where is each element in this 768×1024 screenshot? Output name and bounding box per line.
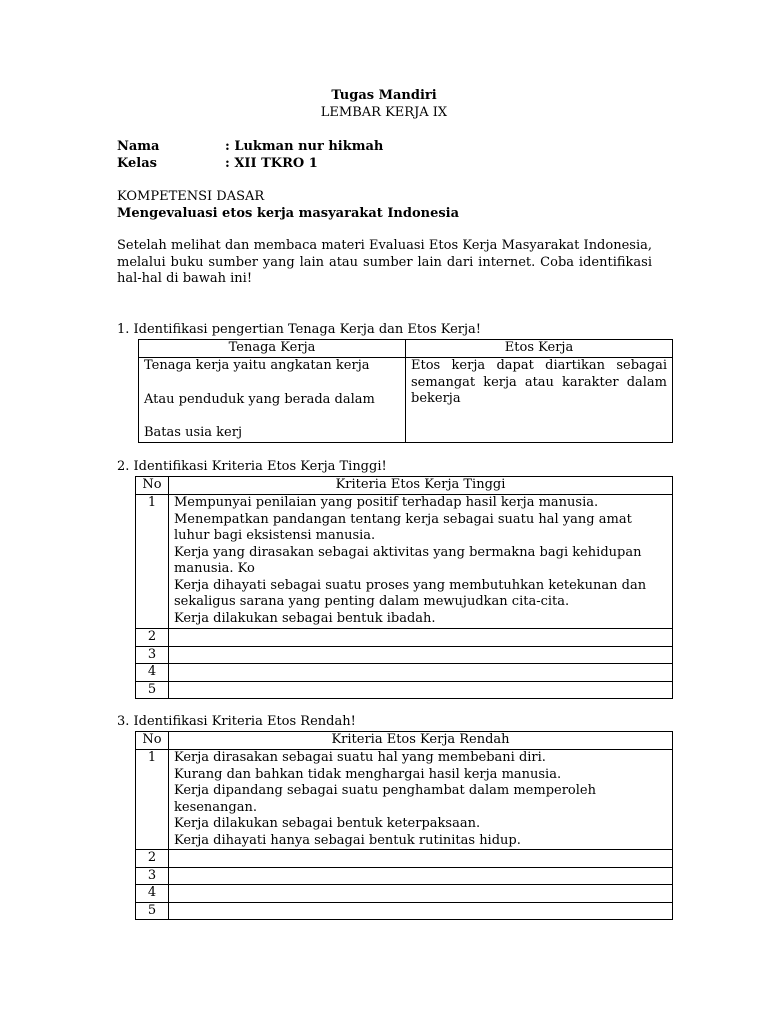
criteria-line: Kerja dilakukan sebagai bentuk keterpaksaan. [174, 816, 481, 831]
table-row [136, 681, 673, 699]
criteria-line: Kerja dilakukan sebagai bentuk ibadah. [174, 610, 436, 626]
table-etos-tinggi [135, 476, 673, 699]
document-title: Tugas Mandiri [331, 88, 437, 103]
table-row [136, 885, 673, 903]
table-row [136, 664, 673, 682]
criteria-cell-empty[interactable] [169, 850, 673, 868]
tenaga-line: Atau penduduk yang berada dalam [144, 391, 375, 407]
table-tenaga-etos [138, 339, 673, 443]
criteria-line: Menempatkan pandangan tentang kerja sebagai suatu hal yang amat luhur bagi eksistensi manusia. [174, 511, 632, 543]
row-number: 1 [136, 750, 169, 850]
criteria-line: Kerja yang dirasakan sebagai aktivitas yang bermakna bagi kehidupan manusia. Ko [174, 544, 642, 576]
cell-etos-kerja: Etos kerja dapat diartikan sebagai semangat kerja atau karakter dalam bekerja [406, 358, 673, 443]
criteria-cell [169, 750, 673, 850]
table-etos-rendah [135, 731, 673, 920]
table-row [136, 646, 673, 664]
document-subtitle: LEMBAR KERJA IX [320, 105, 448, 120]
student-name-row [117, 139, 657, 156]
criteria-line: Mempunyai penilaian yang positif terhadap hasil kerja manusia. [174, 495, 599, 510]
criteria-cell-empty[interactable] [169, 681, 673, 699]
row-number: 5 [136, 902, 169, 920]
criteria-line: Kerja dihayati sebagai suatu proses yang membutuhkan ketekunan dan sekaligus sarana yang penting dalam mewujudkan cita-cita. [174, 577, 647, 609]
header-kriteria-tinggi: Kriteria Etos Kerja Tinggi [169, 477, 673, 495]
header-tenaga-kerja: Tenaga Kerja [139, 340, 406, 358]
header-kriteria-rendah: Kriteria Etos Kerja Rendah [169, 732, 673, 750]
question-3-prompt: 3. Identifikasi Kriteria Etos Rendah! [117, 714, 356, 729]
criteria-cell-empty[interactable] [169, 664, 673, 682]
question-2-prompt: 2. Identifikasi Kriteria Etos Kerja Tinggi! [117, 459, 387, 474]
student-class-row [117, 156, 657, 173]
criteria-line: Kerja dihayati hanya sebagai bentuk rutinitas hidup. [174, 832, 521, 848]
header-etos-kerja: Etos Kerja [406, 340, 673, 358]
header-no: No [136, 732, 169, 750]
tenaga-line: Batas usia kerj [144, 425, 242, 440]
criteria-line: Kerja dirasakan sebagai suatu hal yang membebani diri. [174, 750, 546, 765]
table-row [136, 867, 673, 885]
criteria-line: Kerja dipandang sebagai suatu penghambat dalam memperoleh kesenangan. [174, 783, 596, 815]
criteria-line: Kurang dan bahkan tidak menghargai hasil kerja manusia. [174, 766, 562, 782]
criteria-cell-empty[interactable] [169, 646, 673, 664]
criteria-cell-empty[interactable] [169, 867, 673, 885]
row-number: 1 [136, 495, 169, 629]
intro-paragraph: Setelah melihat dan membaca materi Evaluasi Etos Kerja Masyarakat Indonesia, melalui buku sumber yang lain atau sumber lain dari internet. Coba identifikasi hal-hal di bawah ini! [117, 238, 652, 286]
class-label: Kelas [117, 156, 157, 171]
row-number: 4 [136, 664, 169, 682]
question-1-prompt: 1. Identifikasi pengertian Tenaga Kerja dan Etos Kerja! [117, 322, 482, 337]
competency-text: Mengevaluasi etos kerja masyarakat Indonesia [117, 206, 460, 221]
table-row [136, 629, 673, 647]
row-number: 5 [136, 681, 169, 699]
cell-tenaga-kerja [139, 358, 406, 443]
row-number: 4 [136, 885, 169, 903]
criteria-cell-empty[interactable] [169, 902, 673, 920]
row-number: 3 [136, 646, 169, 664]
table-row [136, 850, 673, 868]
row-number: 2 [136, 629, 169, 647]
criteria-cell-empty[interactable] [169, 629, 673, 647]
header-no: No [136, 477, 169, 495]
competency-heading: KOMPETENSI DASAR [117, 189, 265, 204]
tenaga-line: Tenaga kerja yaitu angkatan kerja [144, 358, 370, 373]
class-value: : XII TKRO 1 [225, 156, 318, 171]
row-number: 2 [136, 850, 169, 868]
name-label: Nama [117, 139, 160, 154]
criteria-cell-empty[interactable] [169, 885, 673, 903]
criteria-cell [169, 495, 673, 629]
name-value: : Lukman nur hikmah [225, 139, 384, 154]
table-row [136, 902, 673, 920]
row-number: 3 [136, 867, 169, 885]
